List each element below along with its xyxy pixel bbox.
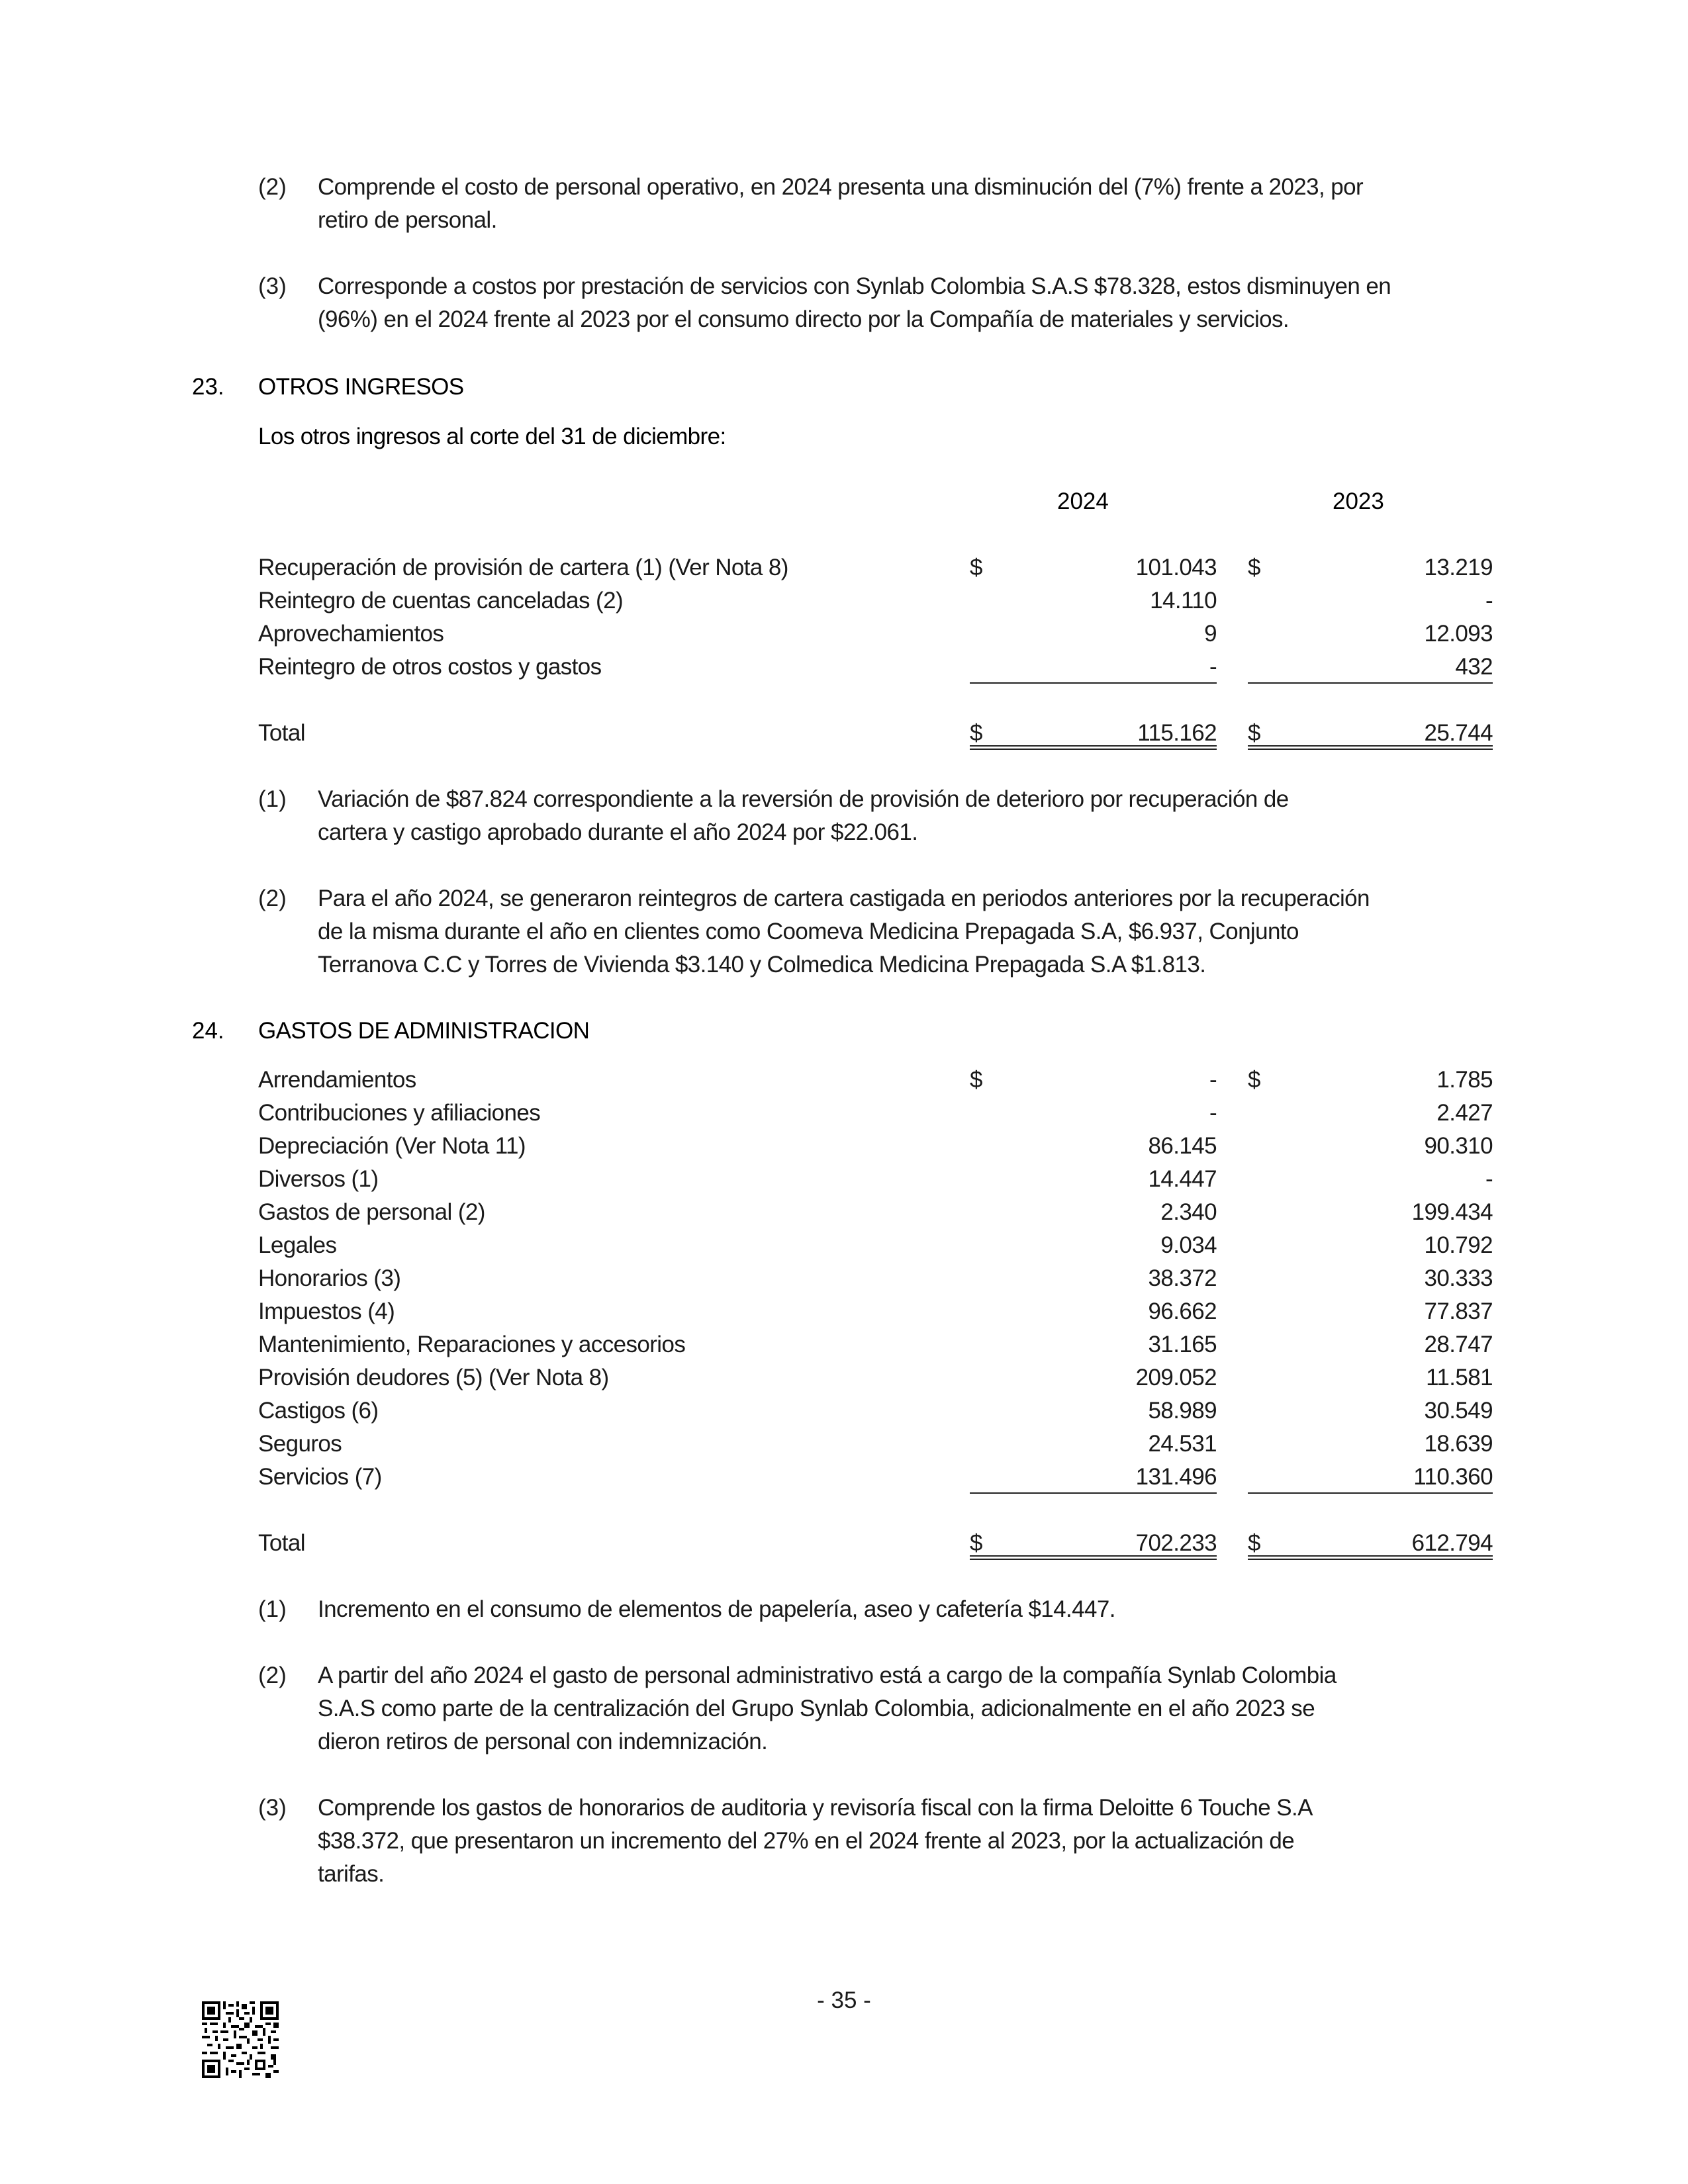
subtotal-rule — [970, 1492, 1217, 1494]
note-marker: (1) — [258, 786, 287, 812]
table-row: Gastos de personal (2) 2.340 199.434 — [258, 1199, 1493, 1225]
section-number: 23. — [192, 374, 224, 400]
table-row: Mantenimiento, Reparaciones y accesorios 31.165 28.747 — [258, 1332, 1493, 1357]
section-number: 24. — [192, 1018, 224, 1044]
table-row: Depreciación (Ver Nota 11) 86.145 90.310 — [258, 1133, 1493, 1159]
table-row: Servicios (7) 131.496 110.360 — [258, 1461, 1496, 1494]
total-double-rule — [1248, 1555, 1493, 1560]
note-marker: (3) — [258, 1795, 287, 1821]
total-double-rule — [1248, 745, 1493, 750]
note-marker: (2) — [258, 174, 287, 200]
column-header-2024: 2024 — [1057, 488, 1109, 514]
note-marker: (3) — [258, 273, 287, 299]
table-row: Reintegro de otros costos y gastos - 432 — [258, 651, 1496, 684]
table-row: Honorarios (3) 38.372 30.333 — [258, 1265, 1493, 1291]
note-text: Comprende los gastos de honorarios de auditoria y revisoría fiscal con la firma Deloitte 6 Touche S.A $38.372, que presentaron un incremento del 27% en el 2024 frente al 2023, por la actualización de tarifas. — [318, 1795, 1313, 1887]
table-row: Contribuciones y afiliaciones - 2.427 — [258, 1100, 1493, 1126]
table-row: Aprovechamientos 9 12.093 — [258, 621, 1493, 647]
note-text: Comprende el costo de personal operativo, en 2024 presenta una disminución del (7%) frente a 2023, por retiro de personal. — [318, 174, 1363, 233]
note-text: Para el año 2024, se generaron reintegros de cartera castigada en periodos anteriores por la recuperación de la misma durante el año en clientes como Coomeva Medicina Prepagada S.A, $6.937, Conjunto Terranova C.C y Torres de Vivienda $3.140 y Colmedica Medicina Prepagada S.A $1.813. — [318, 886, 1370, 978]
table-row: Seguros 24.531 18.639 — [258, 1431, 1493, 1457]
note-marker: (2) — [258, 1662, 287, 1688]
subtotal-rule — [1248, 682, 1493, 684]
table-row: Legales 9.034 10.792 — [258, 1232, 1493, 1258]
total-double-rule — [970, 745, 1217, 750]
note-text: Incremento en el consumo de elementos de papelería, aseo y cafetería $14.447. — [318, 1596, 1115, 1622]
total-row: Total $ 702.233 $ 612.794 — [258, 1527, 1496, 1560]
subtotal-rule — [1248, 1492, 1493, 1494]
subtotal-rule — [970, 682, 1217, 684]
table-row: Arrendamientos $ - $ 1.785 — [258, 1067, 1493, 1093]
note-marker: (2) — [258, 886, 287, 911]
table-row: Castigos (6) 58.989 30.549 — [258, 1398, 1493, 1424]
table-row: Impuestos (4) 96.662 77.837 — [258, 1298, 1493, 1324]
table-row: Diversos (1) 14.447 - — [258, 1166, 1493, 1192]
note-text: Corresponde a costos por prestación de servicios con Synlab Colombia S.A.S $78.328, estos disminuyen en (96%) en el 2024 frente al 2023 por el consumo directo por la Compañía de materiales y servicios. — [318, 273, 1391, 332]
note-marker: (1) — [258, 1596, 287, 1622]
total-double-rule — [970, 1555, 1217, 1560]
table-row: Provisión deudores (5) (Ver Nota 8) 209.052 11.581 — [258, 1365, 1493, 1390]
total-row: Total $ 115.162 $ 25.744 — [258, 717, 1496, 750]
note-text: Variación de $87.824 correspondiente a la reversión de provisión de deterioro por recuperación de cartera y castigo aprobado durante el año 2024 por $22.061. — [318, 786, 1289, 845]
note-text: A partir del año 2024 el gasto de personal administrativo está a cargo de la compañía Synlab Colombia S.A.S como parte de la centralización del Grupo Synlab Colombia, adicionalmente en el año 2023 se dieron retiros de personal con indemnización. — [318, 1662, 1336, 1754]
table-row: Recuperación de provisión de cartera (1) (Ver Nota 8) $ 101.043 $ 13.219 — [258, 555, 1493, 580]
section-intro: Los otros ingresos al corte del 31 de diciembre: — [258, 424, 726, 449]
section-title: OTROS INGRESOS — [258, 374, 464, 400]
table-row: Reintegro de cuentas canceladas (2) 14.110 - — [258, 588, 1493, 614]
section-title: GASTOS DE ADMINISTRACION — [258, 1018, 590, 1044]
column-header-2023: 2023 — [1333, 488, 1384, 514]
page-number: - 35 - — [817, 1987, 871, 2013]
